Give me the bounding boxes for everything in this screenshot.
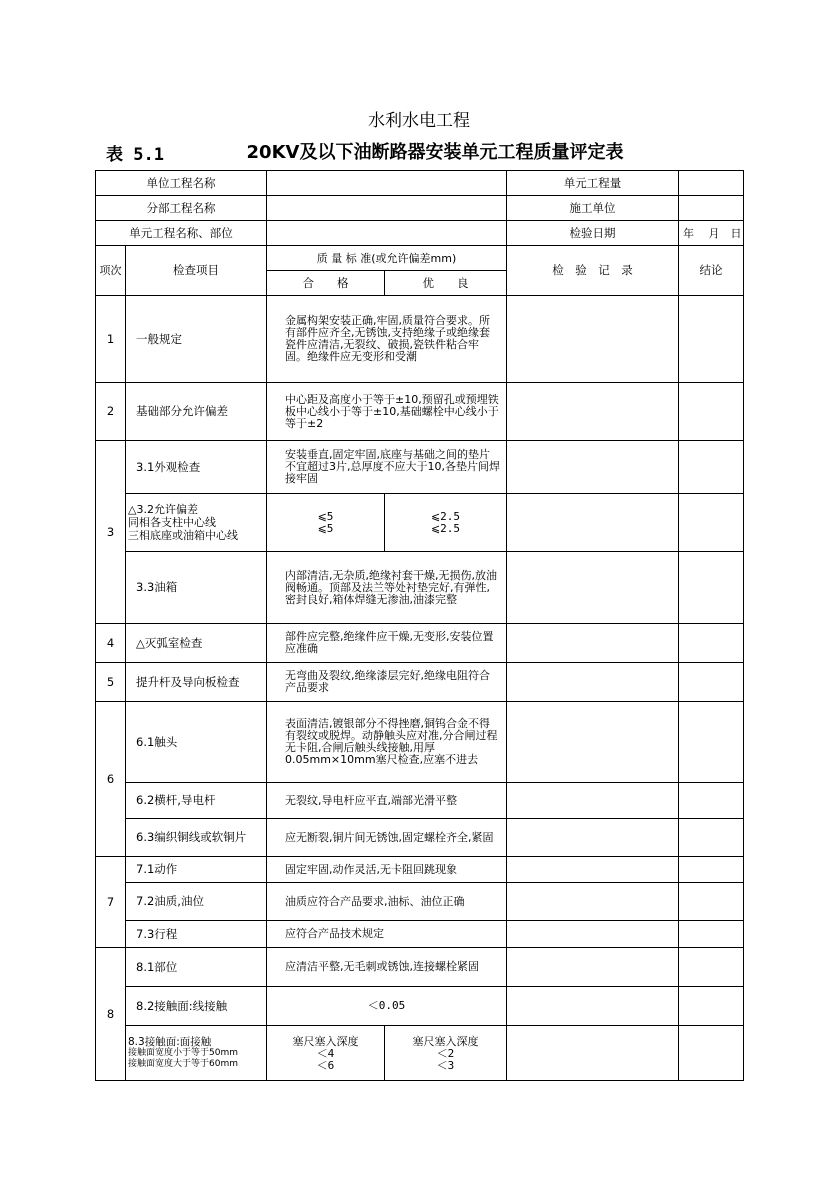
quality-standard: 应无断裂,铜片间无锈蚀,固定螺栓齐全,紧固 <box>267 819 507 857</box>
check-item-line: 8.3接触面:面接触 <box>128 1036 212 1048</box>
excellent-value <box>385 494 507 552</box>
table-row <box>96 1026 744 1081</box>
row-number: 6 <box>96 702 126 857</box>
qualified-value <box>267 1026 385 1081</box>
quality-standard: 应符合产品技术规定 <box>267 921 507 948</box>
unit-project-name-label: 单位工程名称 <box>96 171 267 196</box>
conclusion-cell[interactable] <box>679 383 744 441</box>
quality-standard: 油质应符合产品要求,油标、油位正确 <box>267 883 507 921</box>
unit-name-location-value[interactable] <box>267 221 507 246</box>
unit-quantity-label: 单元工程量 <box>507 171 679 196</box>
inspection-record[interactable] <box>507 921 679 948</box>
check-item-line: 接触面宽度小于等于50mm <box>128 1048 238 1058</box>
excellent-tolerance: ＜3 <box>436 1058 455 1072</box>
check-item: 7.1动作 <box>126 857 267 883</box>
column-header-row-1 <box>96 246 744 271</box>
quality-standard: 表面清洁,镀银部分不得挫磨,铜钨合金不得有裂纹或脱焊。动静触头应对准,分合闸过程无卡阻,合闸后触头线接触,用厚0.05mm×10mm塞尺检查,应塞不进去 <box>267 702 507 783</box>
conclusion-cell[interactable] <box>679 948 744 987</box>
conclusion-cell[interactable] <box>679 663 744 702</box>
quality-standard: 应清洁平整,无毛刺或锈蚀,连接螺栓紧固 <box>267 948 507 987</box>
table-row <box>96 296 744 383</box>
conclusion-cell[interactable] <box>679 987 744 1026</box>
qualified-tolerance: ＜6 <box>316 1058 335 1072</box>
inspection-record[interactable] <box>507 441 679 494</box>
check-item-line: 同相各支柱中心线 <box>128 516 216 529</box>
row-number: 4 <box>96 624 126 663</box>
info-row-3 <box>96 221 744 246</box>
inspection-record[interactable] <box>507 857 679 883</box>
unit-quantity-value[interactable] <box>679 171 744 196</box>
conclusion-cell[interactable] <box>679 494 744 552</box>
check-item-line: 三相底座或油箱中心线 <box>128 529 238 542</box>
check-item: 3.1外观检查 <box>126 441 267 494</box>
inspection-date-value[interactable]: 年 月 日 <box>679 221 744 246</box>
inspection-record[interactable] <box>507 783 679 819</box>
row-number: 5 <box>96 663 126 702</box>
seq-header: 项次 <box>96 246 126 296</box>
inspection-record[interactable] <box>507 624 679 663</box>
check-item: 基础部分允许偏差 <box>126 383 267 441</box>
row-number: 8 <box>96 948 126 1081</box>
conclusion-cell[interactable] <box>679 883 744 921</box>
check-item: 7.2油质,油位 <box>126 883 267 921</box>
check-item: 6.1触头 <box>126 702 267 783</box>
quality-standard: 固定牢固,动作灵活,无卡阻回跳现象 <box>267 857 507 883</box>
conclusion-cell[interactable] <box>679 552 744 624</box>
table-row <box>96 948 744 987</box>
table-row <box>96 857 744 883</box>
quality-standard: 金属构架安装正确,牢固,质量符合要求。所有部件应齐全,无锈蚀,支持绝缘子或绝缘套瓷件应清洁,无裂纹、破损,瓷铁件粘合牢固。绝缘件应无变形和受潮 <box>267 296 507 383</box>
conclusion-cell[interactable] <box>679 921 744 948</box>
check-item <box>126 494 267 552</box>
row-number: 3 <box>96 441 126 624</box>
quality-standard: 中心距及高度小于等于±10,预留孔或预埋铁板中心线小于等于±10,基础螺栓中心线小于等于±2 <box>267 383 507 441</box>
info-row-2 <box>96 196 744 221</box>
record-header: 检 验 记 录 <box>507 246 679 296</box>
inspection-record[interactable] <box>507 494 679 552</box>
qualified-tolerance: ⩽5 <box>317 509 334 523</box>
sub-project-name-value[interactable] <box>267 196 507 221</box>
unit-name-location-label: 单元工程名称、部位 <box>96 221 267 246</box>
table-row <box>96 702 744 783</box>
inspection-record[interactable] <box>507 819 679 857</box>
conclusion-cell[interactable] <box>679 1026 744 1081</box>
check-item: 8.1部位 <box>126 948 267 987</box>
excellent-header: 优 良 <box>385 271 507 296</box>
quality-standard: 内部清洁,无杂质,绝缘衬套干燥,无损伤,放油阀畅通。顶部及法兰等处衬垫完好,有弹性,密封良好,箱体焊缝无渗油,油漆完整 <box>267 552 507 624</box>
check-item <box>126 1026 267 1081</box>
quality-standard: 无裂纹,导电杆应平直,端部光滑平整 <box>267 783 507 819</box>
sub-project-name-label: 分部工程名称 <box>96 196 267 221</box>
row-number: 1 <box>96 296 126 383</box>
table-row <box>96 494 744 552</box>
check-item: 提升杆及导向板检查 <box>126 663 267 702</box>
conclusion-cell[interactable] <box>679 624 744 663</box>
inspection-record[interactable] <box>507 948 679 987</box>
excellent-tolerance: ⩽2.5 <box>430 521 461 535</box>
check-item-line: 接触面宽度大于等于60mm <box>128 1059 238 1069</box>
inspection-record[interactable] <box>507 883 679 921</box>
page-title: 20KV及以下油断路器安装单元工程质量评定表 <box>246 142 624 163</box>
inspection-record[interactable] <box>507 702 679 783</box>
table-row <box>96 819 744 857</box>
quality-standard: 安装垂直,固定牢固,底座与基础之间的垫片不宜超过3片,总厚度不应大于10,各垫片间焊接牢固 <box>267 441 507 494</box>
table-row <box>96 921 744 948</box>
inspection-record[interactable] <box>507 987 679 1026</box>
check-item: 一般规定 <box>126 296 267 383</box>
table-row <box>96 441 744 494</box>
conclusion-header: 结论 <box>679 246 744 296</box>
check-item: 3.3油箱 <box>126 552 267 624</box>
table-row <box>96 663 744 702</box>
qualified-value <box>267 494 385 552</box>
standard-header: 质 量 标 准(或允许偏差mm) <box>267 246 507 271</box>
inspection-date-label: 检验日期 <box>507 221 679 246</box>
check-item: 6.2横杆,导电杆 <box>126 783 267 819</box>
table-row <box>96 883 744 921</box>
table-row <box>96 987 744 1026</box>
conclusion-cell[interactable] <box>679 819 744 857</box>
info-row-1 <box>96 171 744 196</box>
check-item: △灭弧室检查 <box>126 624 267 663</box>
table-row <box>96 383 744 441</box>
excellent-tolerance: ⩽2.5 <box>430 509 461 523</box>
conclusion-cell[interactable] <box>679 296 744 383</box>
construction-unit-value[interactable] <box>679 196 744 221</box>
qualified-tolerance: ＜4 <box>316 1046 335 1060</box>
table-number: 表 5.1 <box>106 145 164 165</box>
inspection-record[interactable] <box>507 1026 679 1081</box>
inspection-record[interactable] <box>507 296 679 383</box>
inspection-record[interactable] <box>507 383 679 441</box>
excellent-subheader: 塞尺塞入深度 <box>412 1034 479 1048</box>
qualified-header: 合 格 <box>267 271 385 296</box>
row-number: 7 <box>96 857 126 948</box>
row-number: 2 <box>96 383 126 441</box>
table-row <box>96 783 744 819</box>
quality-standard: 部件应完整,绝缘件应干燥,无变形,安装位置应准确 <box>267 624 507 663</box>
item-header: 检查项目 <box>126 246 267 296</box>
excellent-value <box>385 1026 507 1081</box>
check-item: 7.3行程 <box>126 921 267 948</box>
quality-standard: ＜0.05 <box>267 987 507 1026</box>
quality-evaluation-table <box>95 170 744 1081</box>
conclusion-cell[interactable] <box>679 441 744 494</box>
construction-unit-label: 施工单位 <box>507 196 679 221</box>
inspection-record[interactable] <box>507 663 679 702</box>
conclusion-cell[interactable] <box>679 857 744 883</box>
unit-project-name-value[interactable] <box>267 171 507 196</box>
quality-standard: 无弯曲及裂纹,绝缘漆层完好,绝缘电阻符合产品要求 <box>267 663 507 702</box>
table-row <box>96 624 744 663</box>
check-item-line: △3.2允许偏差 <box>128 503 198 516</box>
inspection-record[interactable] <box>507 552 679 624</box>
check-item: 8.2接触面:线接触 <box>126 987 267 1026</box>
conclusion-cell[interactable] <box>679 783 744 819</box>
conclusion-cell[interactable] <box>679 702 744 783</box>
excellent-tolerance: ＜2 <box>436 1046 455 1060</box>
check-item: 6.3编织铜线或软铜片 <box>126 819 267 857</box>
qualified-tolerance: ⩽5 <box>317 521 334 535</box>
qualified-subheader: 塞尺塞入深度 <box>292 1034 359 1048</box>
org-title: 水利水电工程 <box>368 111 470 131</box>
table-row <box>96 552 744 624</box>
